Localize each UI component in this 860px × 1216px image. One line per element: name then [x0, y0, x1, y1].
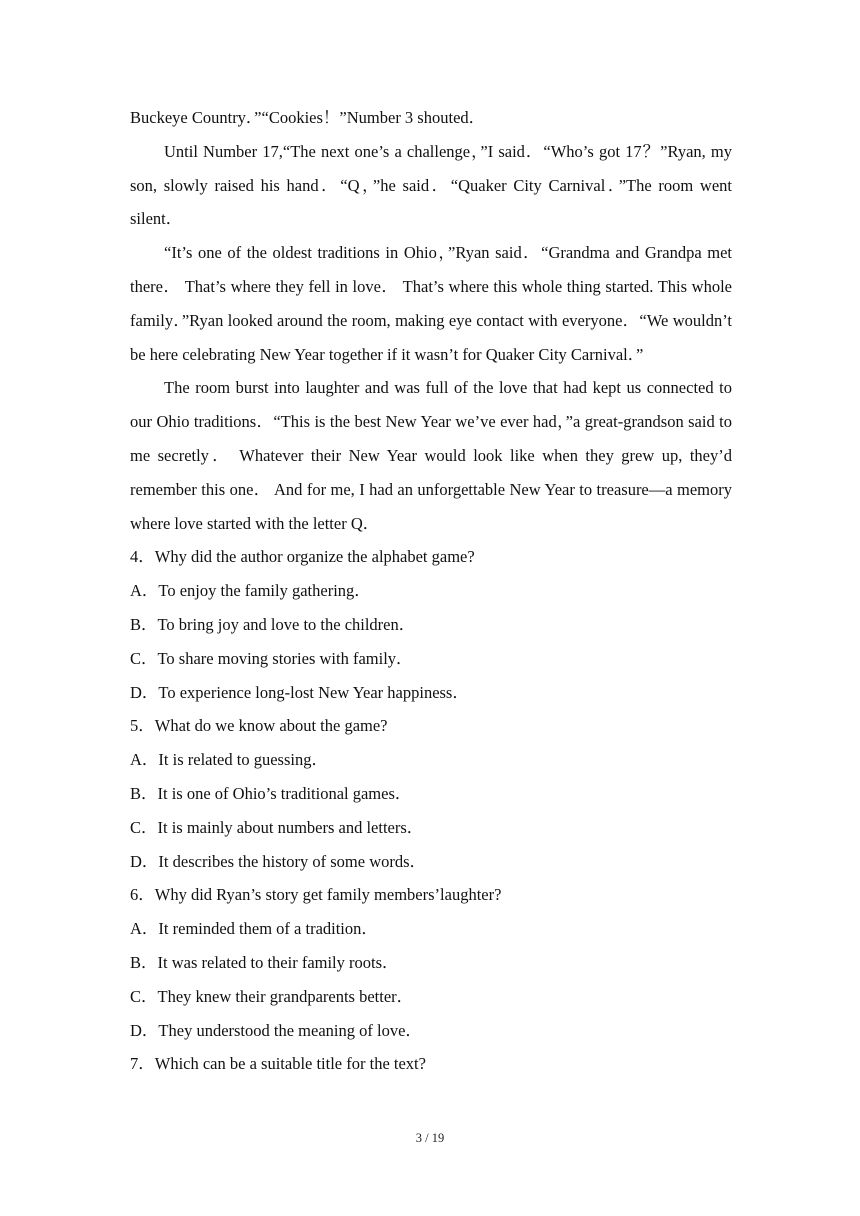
page-content: [130, 101, 732, 1081]
question-stem: 5．What do we know about the game?: [130, 716, 388, 736]
question-7: [130, 1047, 732, 1081]
question-stem: 7．Which can be a suitable title for the text?: [130, 1054, 426, 1074]
answer-option: C．To share moving stories with family．: [130, 648, 413, 668]
answer-option: D．It describes the history of some words．: [130, 851, 427, 871]
answer-option: D．They understood the meaning of love．: [130, 1020, 422, 1040]
answer-option: D．To experience long-lost New Year happiness．: [130, 682, 469, 702]
question-6: [130, 878, 732, 1047]
answer-option: A．It is related to guessing．: [130, 750, 328, 770]
answer-option: C．They knew their grandparents better．: [130, 986, 414, 1006]
answer-option: C．It is mainly about numbers and letters．: [130, 817, 424, 837]
answer-option: B．To bring joy and love to the children．: [130, 614, 416, 634]
passage-paragraph: “It’s one of the oldest traditions in Ohio，”Ryan said．“Grandma and Grandpa met there． That’s where they fell in love． That’s where this whole thing started. This whole family．”Ryan looked around the room, making eye contact with everyone．“We wouldn’t be here celebrating New Year together if it wasn’t for Quaker City Carnival．”: [130, 243, 732, 364]
page-number: 3 / 19: [415, 1131, 445, 1145]
passage-paragraph: The room burst into laughter and was full of the love that had kept us connected to our Ohio traditions．“This is the best New Year we’ve ever had，”a great-grandson said to me secretly． Whatever their New Year would look like when they grew up, they’d remember this one． And for me, I had an unforgettable New Year to treasure—a memory where love started with the letter Q．: [130, 378, 732, 533]
answer-option: B．It was related to their family roots．: [130, 952, 399, 972]
answer-option: A．It reminded them of a tradition．: [130, 919, 378, 939]
passage-paragraph: Until Number 17,“The next one’s a challenge，”I said．“Who’s got 17？”Ryan, my son, slowly raised his hand．“Q，”he said．“Quaker City Carnival．”The room went silent．: [130, 141, 732, 229]
answer-option: B．It is one of Ohio’s traditional games．: [130, 783, 412, 803]
passage-paragraph: Buckeye Country．”“Cookies！”Number 3 shouted．: [130, 108, 486, 127]
answer-option: A．To enjoy the family gathering．: [130, 581, 371, 601]
question-stem: 6．Why did Ryan’s story get family members’laughter?: [130, 885, 502, 905]
question-stem: 4．Why did the author organize the alphabet game?: [130, 547, 475, 567]
question-4: [130, 540, 732, 709]
question-5: [130, 709, 732, 878]
